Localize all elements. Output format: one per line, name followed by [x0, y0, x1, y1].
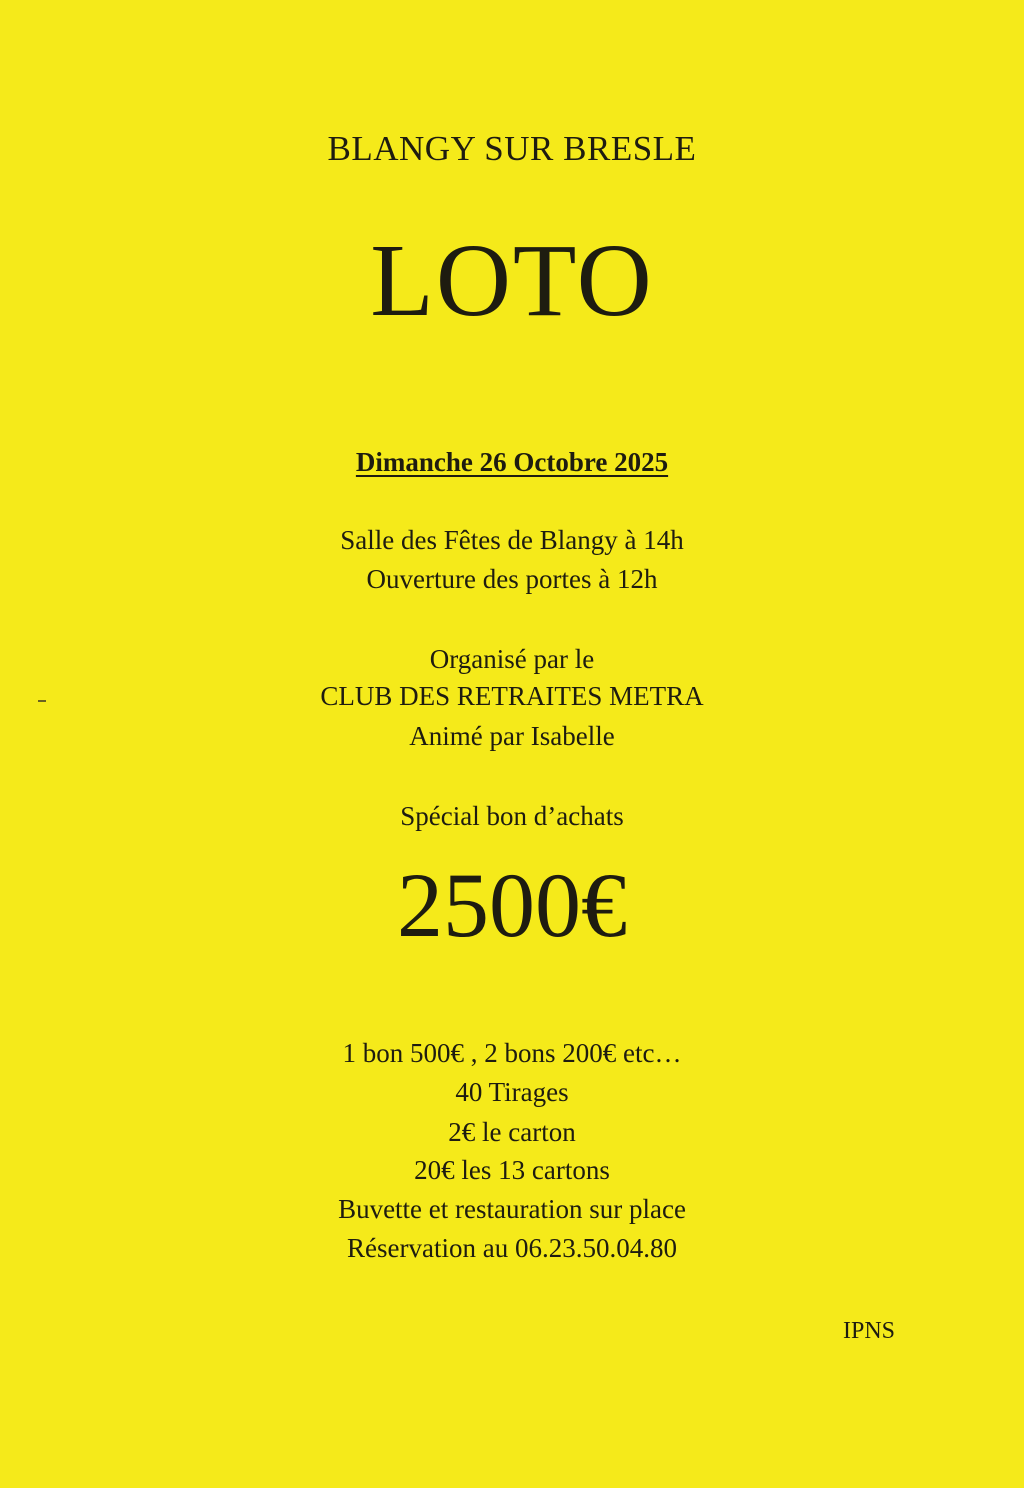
- event-date: Dimanche 26 Octobre 2025: [355, 447, 669, 477]
- special-voucher-text: Spécial bon d’achats: [400, 801, 624, 831]
- organized-by-text: Organisé par le: [429, 644, 595, 674]
- detail-line: 2€ le carton: [448, 1117, 576, 1147]
- club-name: CLUB DES RETRAITES METRA: [320, 681, 704, 711]
- host-text: Animé par Isabelle: [409, 721, 615, 751]
- venue-text: Salle des Fêtes de Blangy à 14h: [340, 525, 684, 555]
- detail-line: 40 Tirages: [455, 1077, 569, 1107]
- reservation-line: Réservation au 06.23.50.04.80: [347, 1233, 677, 1263]
- ipns-footer: IPNS: [843, 1318, 896, 1344]
- detail-line: Buvette et restauration sur place: [338, 1194, 686, 1224]
- event-title: LOTO: [370, 223, 654, 338]
- detail-line: 1 bon 500€ , 2 bons 200€ etc…: [342, 1038, 682, 1068]
- scan-speck: [38, 700, 46, 702]
- prize-amount: 2500€: [397, 854, 627, 956]
- doors-opening-text: Ouverture des portes à 12h: [366, 564, 658, 594]
- detail-line: 20€ les 13 cartons: [414, 1155, 610, 1185]
- town-heading: BLANGY SUR BRESLE: [327, 129, 697, 168]
- event-date-line: [0, 449, 1024, 476]
